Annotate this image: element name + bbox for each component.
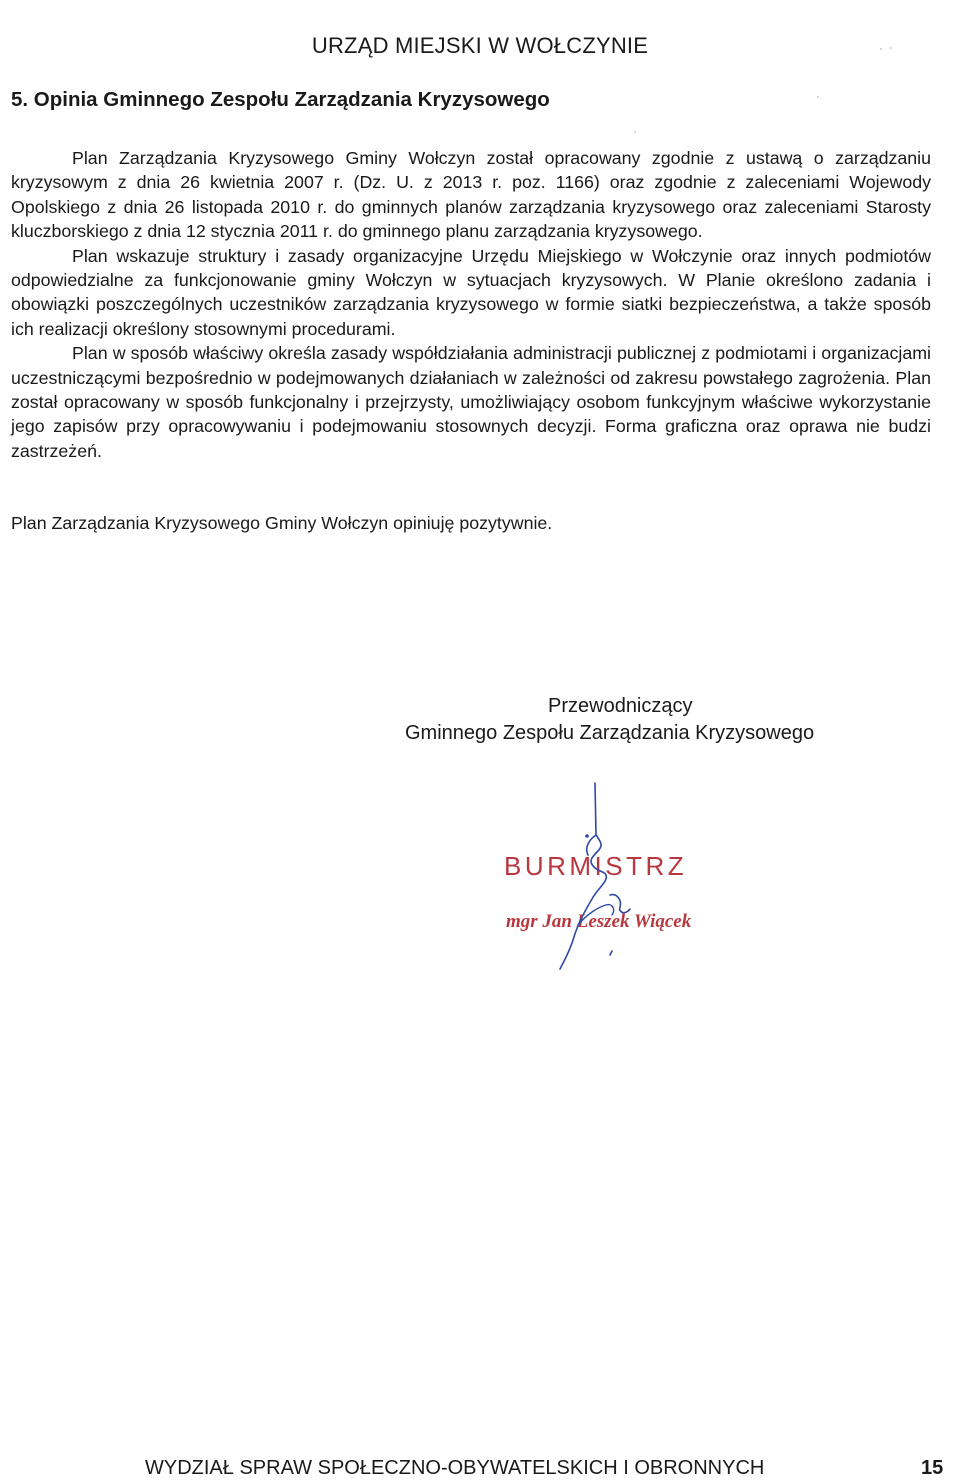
scan-speck <box>890 47 892 49</box>
footer-department: WYDZIAŁ SPRAW SPOŁECZNO-OBYWATELSKICH I OBRONNYCH <box>145 1457 765 1479</box>
paragraph-2: Plan wskazuje struktury i zasady organizacyjne Urzędu Miejskiego w Wołczynie oraz innych podmiotów odpowiedzialne za funkcjonowanie gminy Wołczyn w sytuacjach kryzysowych. W Planie określono zadania i obowiązki poszczególnych uczestników zarządzania kryzysowego w formie siatki bezpieczeństwa, a także sposób ich realizacji określony stosownymi procedurami. <box>11 245 931 339</box>
scan-speck <box>634 131 636 133</box>
signature-organization: Gminnego Zespołu Zarządzania Kryzysowego <box>405 722 815 744</box>
signature-role: Przewodniczący <box>548 695 693 717</box>
document-body <box>11 146 931 463</box>
paragraph-1: Plan Zarządzania Kryzysowego Gminy Wołczyn został opracowany zgodnie z ustawą o zarządzaniu kryzysowym z dnia 26 kwietnia 2007 r. (Dz. U. z 2013 r. poz. 1166) oraz zgodnie z zaleceniami Wojewody Opolskiego z dnia 26 listopada 2010 r. do gminnych planów zarządzania kryzysowego oraz zaleceniami Starosty kluczborskiego z dnia 12 stycznia 2011 r. do gminnego planu zarządzania kryzysowego. <box>11 148 931 242</box>
signature-dot <box>585 834 589 838</box>
paragraph-3: Plan w sposób właściwy określa zasady współdziałania administracji publicznej z podmiotami i organizacjami uczestniczącymi bezpośrednio w podejmowanych działaniach w zależności od zakresu powstałego zagrożenia. Plan został opracowany w sposób funkcjonalny i przejrzysty, umożliwiający osobom funkcyjnym właściwe wykorzystanie jego zapisów przy opracowywaniu i podejmowaniu stosownych decyzji. Forma graficzna oraz oprawa nie budzi zastrzeżeń. <box>11 343 931 461</box>
page-header: URZĄD MIEJSKI W WOŁCZYNIE <box>311 33 649 58</box>
section-title: 5. Opinia Gminnego Zespołu Zarządzania Kryzysowego <box>11 88 550 111</box>
opinion-statement: Plan Zarządzania Kryzysowego Gminy Wołczyn opiniuję pozytywnie. <box>11 513 553 533</box>
scan-speck <box>817 96 819 98</box>
stamp-name: mgr Jan Leszek Wiącek <box>506 911 692 932</box>
page-number: 15 <box>921 1457 944 1479</box>
mayor-stamp-with-signature <box>490 775 710 975</box>
scan-speck <box>880 48 882 50</box>
stamp-title: BURMISTRZ <box>504 851 688 881</box>
